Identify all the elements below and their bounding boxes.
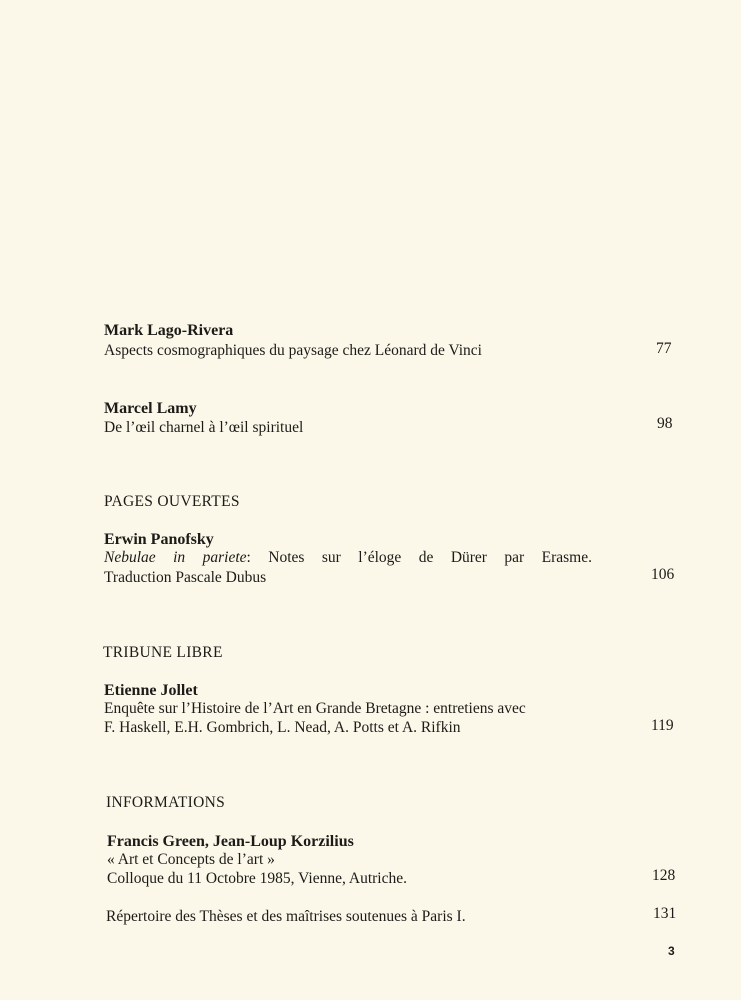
entry-title: Aspects cosmographiques du paysage chez Léonard de Vinci: [104, 342, 482, 359]
entry-title: Enquête sur l’Histoire de l’Art en Grande Bretagne : entretiens avec: [104, 700, 526, 717]
entry-title-italic: Nebulae in pariete: [104, 549, 247, 566]
section-heading: PAGES OUVERTES: [104, 493, 240, 510]
entry-author: Etienne Jollet: [104, 682, 198, 699]
entry-author: Mark Lago-Rivera: [104, 322, 234, 339]
entry-page-number: 119: [651, 717, 674, 734]
entry-title: Répertoire des Thèses et des maîtrises soutenues à Paris I.: [106, 908, 466, 925]
entry-subtitle: F. Haskell, E.H. Gombrich, L. Nead, A. Potts et A. Rifkin: [104, 719, 461, 736]
section-heading: INFORMATIONS: [106, 794, 226, 811]
section-heading: TRIBUNE LIBRE: [103, 644, 223, 661]
entry-subtitle: Colloque du 11 Octobre 1985, Vienne, Autriche.: [107, 870, 407, 887]
entry-title: [104, 549, 592, 567]
entry-page-number: 106: [651, 566, 675, 583]
entry-title: De l’œil charnel à l’œil spirituel: [104, 419, 304, 436]
entry-page-number: 77: [656, 340, 672, 357]
entry-page-number: 128: [652, 867, 676, 884]
entry-author: Erwin Panofsky: [104, 531, 214, 548]
entry-page-number: 131: [653, 905, 677, 922]
entry-title: « Art et Concepts de l’art »: [107, 851, 275, 868]
entry-author: Francis Green, Jean-Loup Korzilius: [107, 833, 354, 850]
entry-page-number: 98: [657, 415, 673, 432]
entry-author: Marcel Lamy: [104, 400, 197, 417]
folio-page-number: 3: [668, 944, 675, 958]
entry-title-rest: : Notes sur l’éloge de Dürer par Erasme.: [246, 549, 592, 566]
entry-subtitle: Traduction Pascale Dubus: [104, 569, 267, 586]
